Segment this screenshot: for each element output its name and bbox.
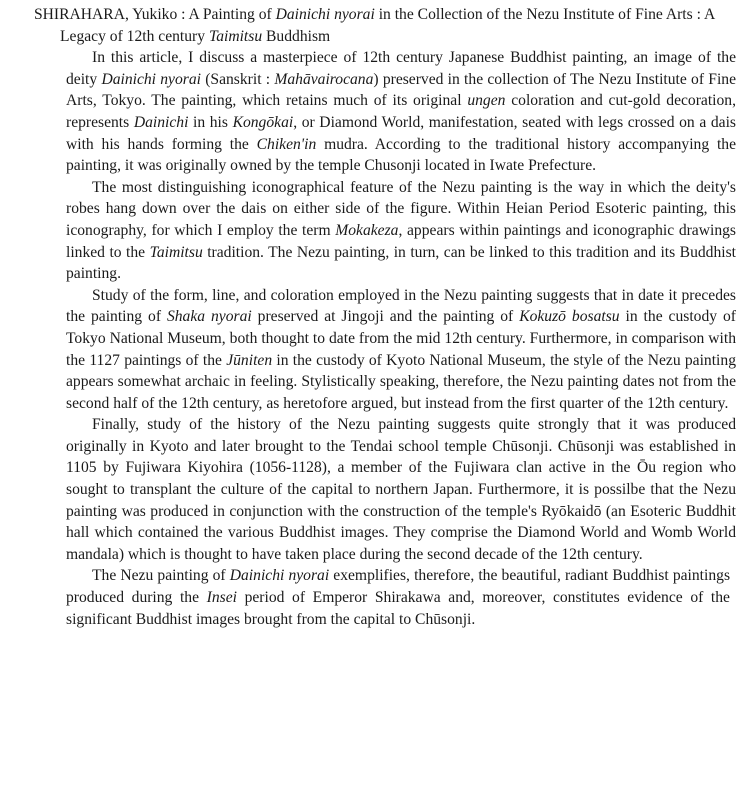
p1-text-k: , or Diamond World, manifestation, seated with legs crossed on a dais with his hands forming the: [66, 113, 736, 153]
p3-text-c: preserved at Jingoji and the painting of: [251, 308, 520, 326]
title-text-end: Buddhism: [262, 27, 331, 45]
paragraph-4: [66, 414, 736, 565]
p5-text-e: period of Emperor Shirakawa and, moreover, constitutes evidence of the significant Buddhist images brought from the capital to Chūsonji.: [66, 589, 730, 628]
p3-italic-d: Kokuzō bosatsu: [519, 308, 620, 326]
p4-text-a: Finally, study of the history of the Nezu painting suggests quite strongly that it was produced originally in Kyoto and later brought to the Tendai school temple Chūsonji. Chūsonji was established in 1105 by Fujiwara Kiyohira (1056-1128), a member of the Fujiwara clan active in the Ōu region who sought to transplant the culture of the capital to northern Japan. Furthermore, it is possilbe that the Nezu painting was produced in conjunction with the construction of the temple's Ryōkaidō (an Esoteric Buddhit hall which contained the various Buddhist images. They comprise the Diamond World and Womb World mandala) which is thought to have taken place during the second decade of the 12th century.: [66, 416, 736, 563]
p1-text-i: in his: [188, 113, 233, 131]
title-separator: :: [177, 6, 189, 23]
p2-italic-d: Taimitsu: [149, 243, 203, 261]
paragraph-2: [66, 177, 736, 285]
title-italic-taimitsu: Taimitsu: [208, 27, 263, 45]
title-text-mid: in the Collection of the Nezu Institute of Fine Arts: [374, 6, 693, 23]
p3-italic-b: Shaka nyorai: [166, 308, 252, 326]
article-title: [34, 4, 736, 47]
p5-text-c: exemplifies, therefore, the beautiful, radiant Buddhist paintings produced during the: [66, 567, 731, 607]
p5-italic-b: Dainichi nyorai: [229, 567, 330, 585]
p3-text-a: Study of the form, line, and coloration employed in the Nezu painting suggests that in date it precedes the painting of: [66, 286, 736, 326]
p3-text-g: in the custody of Kyoto National Museum, the style of the Nezu painting appears somewhat archaic in feeling. Stylistically speaking, therefore, the Nezu painting dates not from the second half of the 12th century, as heretofore argued, but instead from the first quarter of the 12th century.: [66, 351, 736, 412]
p2-italic-b: Mokakeza: [335, 221, 399, 239]
p2-text-e: tradition. The Nezu painting, in turn, can be linked to this tradition and its Buddhist painting.: [66, 243, 736, 283]
p1-italic-b: Dainichi nyorai: [101, 70, 201, 88]
p1-text-g: coloration and cut-gold decoration, represents: [66, 92, 736, 131]
p2-text-a: The most distinguishing iconographical feature of the Nezu painting is the way in which the deity's robes hang down over the dais on either side of the figure. Within Heian Period Esoteric painting, this iconography, for which I employ the term: [66, 178, 736, 239]
p1-italic-l: Chiken'in: [256, 135, 317, 153]
p3-text-e: in the custody of Tokyo National Museum, both thought to date from the mid 12th century. Furthermore, in comparison with the 1127 paintings of the: [66, 308, 736, 369]
p1-italic-h: Dainichi: [133, 113, 189, 131]
title-text-pre: A Painting of: [188, 6, 276, 23]
paragraph-5: [66, 565, 730, 630]
title-separator-2: :: [692, 6, 704, 23]
p1-text-c: (Sanskrit :: [200, 70, 275, 88]
title-italic-deity: Dainichi nyorai: [275, 6, 375, 23]
p2-text-c: , appears within paintings and iconographic drawings linked to the: [66, 221, 736, 261]
paragraph-1: [66, 47, 736, 177]
p1-text-e: ) preserved in the collection of The Nezu Institute of Fine Arts, Tokyo. The painting, which retains much of its original: [66, 70, 736, 110]
p1-text-a: In this article, I discuss a masterpiece of 12th century Japanese Buddhist painting, an image of the deity: [66, 49, 736, 88]
p3-italic-f: Jūniten: [226, 351, 273, 369]
p1-italic-d: Mahāvairocana: [274, 70, 374, 88]
author-name: SHIRAHARA, Yukiko: [34, 6, 178, 23]
p5-italic-d: Insei: [206, 589, 237, 607]
article-body: [66, 47, 736, 630]
paragraph-3: [66, 285, 736, 415]
title-text-post: A Legacy of 12th century: [60, 6, 715, 45]
p5-text-a: The Nezu painting of: [92, 567, 230, 585]
p1-italic-j: Kongōkai: [232, 113, 294, 131]
p1-text-m: mudra. According to the traditional history accompanying the painting, it was originally owned by the temple Chusonji located in Iwate Prefecture.: [66, 135, 736, 175]
p1-italic-f: ungen: [467, 92, 506, 110]
